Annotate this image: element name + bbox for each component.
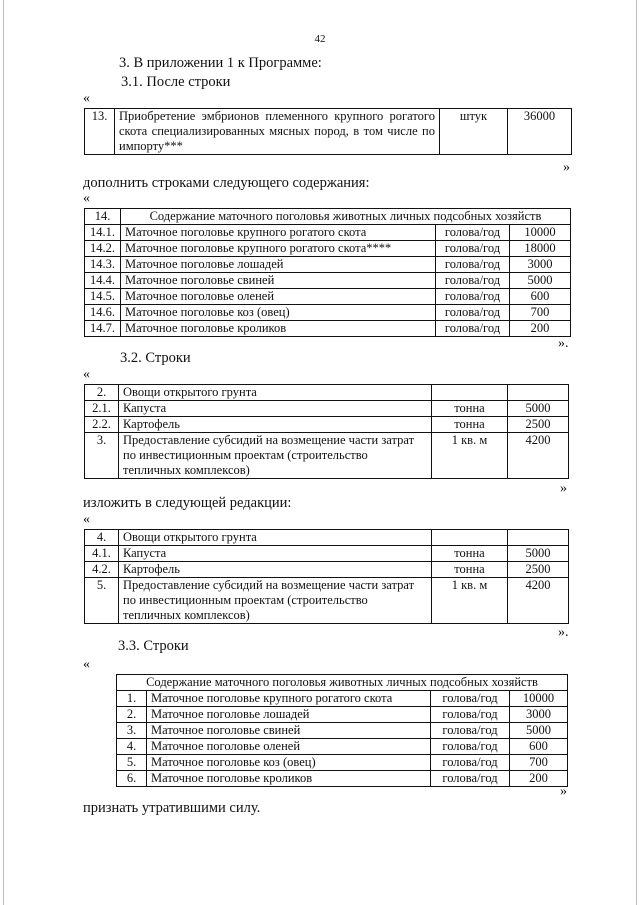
row-name: Овощи открытого грунта xyxy=(119,530,432,546)
row-unit: голова/год xyxy=(436,257,510,273)
row-number: 3. xyxy=(117,723,147,739)
quote-close: » xyxy=(563,160,570,175)
quote-open: « xyxy=(83,512,90,527)
table-row xyxy=(117,707,568,723)
row-number: 4.2. xyxy=(85,562,119,578)
table-header-row xyxy=(85,209,571,225)
row-number: 13. xyxy=(85,109,115,155)
row-value: 4200 xyxy=(508,578,569,624)
table-a xyxy=(84,108,572,155)
row-value: 3000 xyxy=(510,707,568,723)
row-number: 5. xyxy=(117,755,147,771)
row-number: 6. xyxy=(117,771,147,787)
row-number: 5. xyxy=(85,578,119,624)
table-row xyxy=(85,241,571,257)
table-e xyxy=(116,674,568,787)
text-void: признать утратившими силу. xyxy=(83,800,261,816)
row-value: 5000 xyxy=(508,546,569,562)
row-number: 14.1. xyxy=(85,225,121,241)
row-name: Маточное поголовье крупного рогатого скота xyxy=(121,225,436,241)
table-row xyxy=(85,433,569,479)
text-edit: изложить в следующей редакции: xyxy=(83,495,292,511)
row-number: 14.3. xyxy=(85,257,121,273)
row-name: Капуста xyxy=(119,546,432,562)
row-name: Маточное поголовье крупного рогатого скота xyxy=(147,691,431,707)
row-number: 14.5. xyxy=(85,289,121,305)
row-value: 200 xyxy=(510,771,568,787)
quote-close: » xyxy=(560,784,567,799)
row-unit: голова/год xyxy=(431,707,510,723)
row-name: Маточное поголовье лошадей xyxy=(147,707,431,723)
row-number: 2. xyxy=(117,707,147,723)
row-unit: голова/год xyxy=(431,755,510,771)
row-number: 4. xyxy=(85,530,119,546)
table-row xyxy=(85,109,572,155)
row-number: 14.7. xyxy=(85,321,121,337)
row-value: 5000 xyxy=(510,723,568,739)
row-unit: голова/год xyxy=(431,771,510,787)
row-value: 2500 xyxy=(508,417,569,433)
table-row xyxy=(117,691,568,707)
text-add: дополнить строками следующего содержания: xyxy=(83,175,370,191)
row-name: Маточное поголовье оленей xyxy=(121,289,436,305)
row-unit: 1 кв. м xyxy=(432,433,508,479)
quote-open: « xyxy=(83,91,90,106)
row-unit: тонна xyxy=(432,562,508,578)
row-number: 4. xyxy=(117,739,147,755)
table-row xyxy=(85,546,569,562)
row-name: Маточное поголовье кроликов xyxy=(147,771,431,787)
table-d xyxy=(84,529,569,624)
row-unit: голова/год xyxy=(436,225,510,241)
row-name: Маточное поголовье лошадей xyxy=(121,257,436,273)
section-heading-3-1: 3.1. После строки xyxy=(121,74,231,90)
table-row xyxy=(85,257,571,273)
header-title: Содержание маточного поголовья животных личных подсобных хозяйств xyxy=(117,675,568,691)
section-heading-3-2: 3.2. Строки xyxy=(120,350,191,366)
table-row xyxy=(117,739,568,755)
row-name: Овощи открытого грунта xyxy=(119,385,432,401)
quote-close: » xyxy=(560,481,567,496)
row-name: Маточное поголовье крупного рогатого скота**** xyxy=(121,241,436,257)
row-value xyxy=(508,530,569,546)
row-unit: тонна xyxy=(432,401,508,417)
table-row xyxy=(85,530,569,546)
row-name: Маточное поголовье кроликов xyxy=(121,321,436,337)
row-name: Маточное поголовье свиней xyxy=(147,723,431,739)
row-value: 5000 xyxy=(508,401,569,417)
section-heading-3-3: 3.3. Строки xyxy=(118,638,189,654)
row-name: Приобретение эмбрионов племенного крупного рогатого скота специализированных мясных пород, в том числе по импорту*** xyxy=(115,109,440,155)
quote-open: « xyxy=(83,367,90,382)
row-value: 10000 xyxy=(510,225,571,241)
row-value: 10000 xyxy=(510,691,568,707)
row-unit: тонна xyxy=(432,417,508,433)
row-unit: голова/год xyxy=(436,289,510,305)
row-unit: голова/год xyxy=(436,241,510,257)
row-number: 4.1. xyxy=(85,546,119,562)
row-name: Капуста xyxy=(119,401,432,417)
row-value: 18000 xyxy=(510,241,571,257)
row-unit: голова/год xyxy=(431,691,510,707)
row-number: 2.2. xyxy=(85,417,119,433)
table-b xyxy=(84,208,571,337)
table-row xyxy=(85,273,571,289)
table-row xyxy=(85,562,569,578)
row-value: 200 xyxy=(510,321,571,337)
table-row xyxy=(85,225,571,241)
row-number: 2.1. xyxy=(85,401,119,417)
row-value: 600 xyxy=(510,739,568,755)
table-row xyxy=(85,321,571,337)
row-number: 14.6. xyxy=(85,305,121,321)
row-unit: тонна xyxy=(432,546,508,562)
quote-open: « xyxy=(83,191,90,206)
row-name: Картофель xyxy=(119,562,432,578)
row-name: Картофель xyxy=(119,417,432,433)
row-unit: голова/год xyxy=(436,305,510,321)
header-number: 14. xyxy=(85,209,121,225)
row-name: Предоставление субсидий на возмещение части затрат по инвестиционным проектам (строительство тепличных комплексов) xyxy=(119,433,432,479)
row-value: 600 xyxy=(510,289,571,305)
row-name: Предоставление субсидий на возмещение части затрат по инвестиционным проектам (строительство тепличных комплексов) xyxy=(119,578,432,624)
row-value: 2500 xyxy=(508,562,569,578)
table-row xyxy=(85,289,571,305)
row-unit: голова/год xyxy=(436,321,510,337)
row-unit xyxy=(432,385,508,401)
row-value: 700 xyxy=(510,755,568,771)
row-unit: голова/год xyxy=(436,273,510,289)
row-number: 3. xyxy=(85,433,119,479)
row-number: 14.2. xyxy=(85,241,121,257)
row-number: 1. xyxy=(117,691,147,707)
table-row xyxy=(117,771,568,787)
row-number: 2. xyxy=(85,385,119,401)
table-header-row xyxy=(117,675,568,691)
row-name: Маточное поголовье оленей xyxy=(147,739,431,755)
row-name: Маточное поголовье свиней xyxy=(121,273,436,289)
table-row xyxy=(85,417,569,433)
quote-close-dot: ». xyxy=(558,336,569,351)
table-row xyxy=(85,401,569,417)
quote-close-dot: ». xyxy=(558,625,569,640)
row-name: Маточное поголовье коз (овец) xyxy=(147,755,431,771)
row-unit: голова/год xyxy=(431,739,510,755)
table-row xyxy=(85,305,571,321)
row-value: 700 xyxy=(510,305,571,321)
table-c xyxy=(84,384,569,479)
row-value: 4200 xyxy=(508,433,569,479)
row-number: 14.4. xyxy=(85,273,121,289)
table-row xyxy=(117,755,568,771)
quote-open: « xyxy=(83,657,90,672)
row-value: 36000 xyxy=(508,109,572,155)
table-row xyxy=(85,578,569,624)
row-value: 3000 xyxy=(510,257,571,273)
row-unit: 1 кв. м xyxy=(432,578,508,624)
page-edge-right xyxy=(636,0,637,905)
table-row xyxy=(85,385,569,401)
row-value xyxy=(508,385,569,401)
page-number: 42 xyxy=(314,33,326,45)
row-unit: штук xyxy=(440,109,508,155)
row-unit xyxy=(432,530,508,546)
page-edge-left xyxy=(3,0,4,905)
section-heading-3: 3. В приложении 1 к Программе: xyxy=(119,55,322,71)
row-value: 5000 xyxy=(510,273,571,289)
header-title: Содержание маточного поголовья животных личных подсобных хозяйств xyxy=(121,209,571,225)
table-row xyxy=(117,723,568,739)
row-unit: голова/год xyxy=(431,723,510,739)
row-name: Маточное поголовье коз (овец) xyxy=(121,305,436,321)
